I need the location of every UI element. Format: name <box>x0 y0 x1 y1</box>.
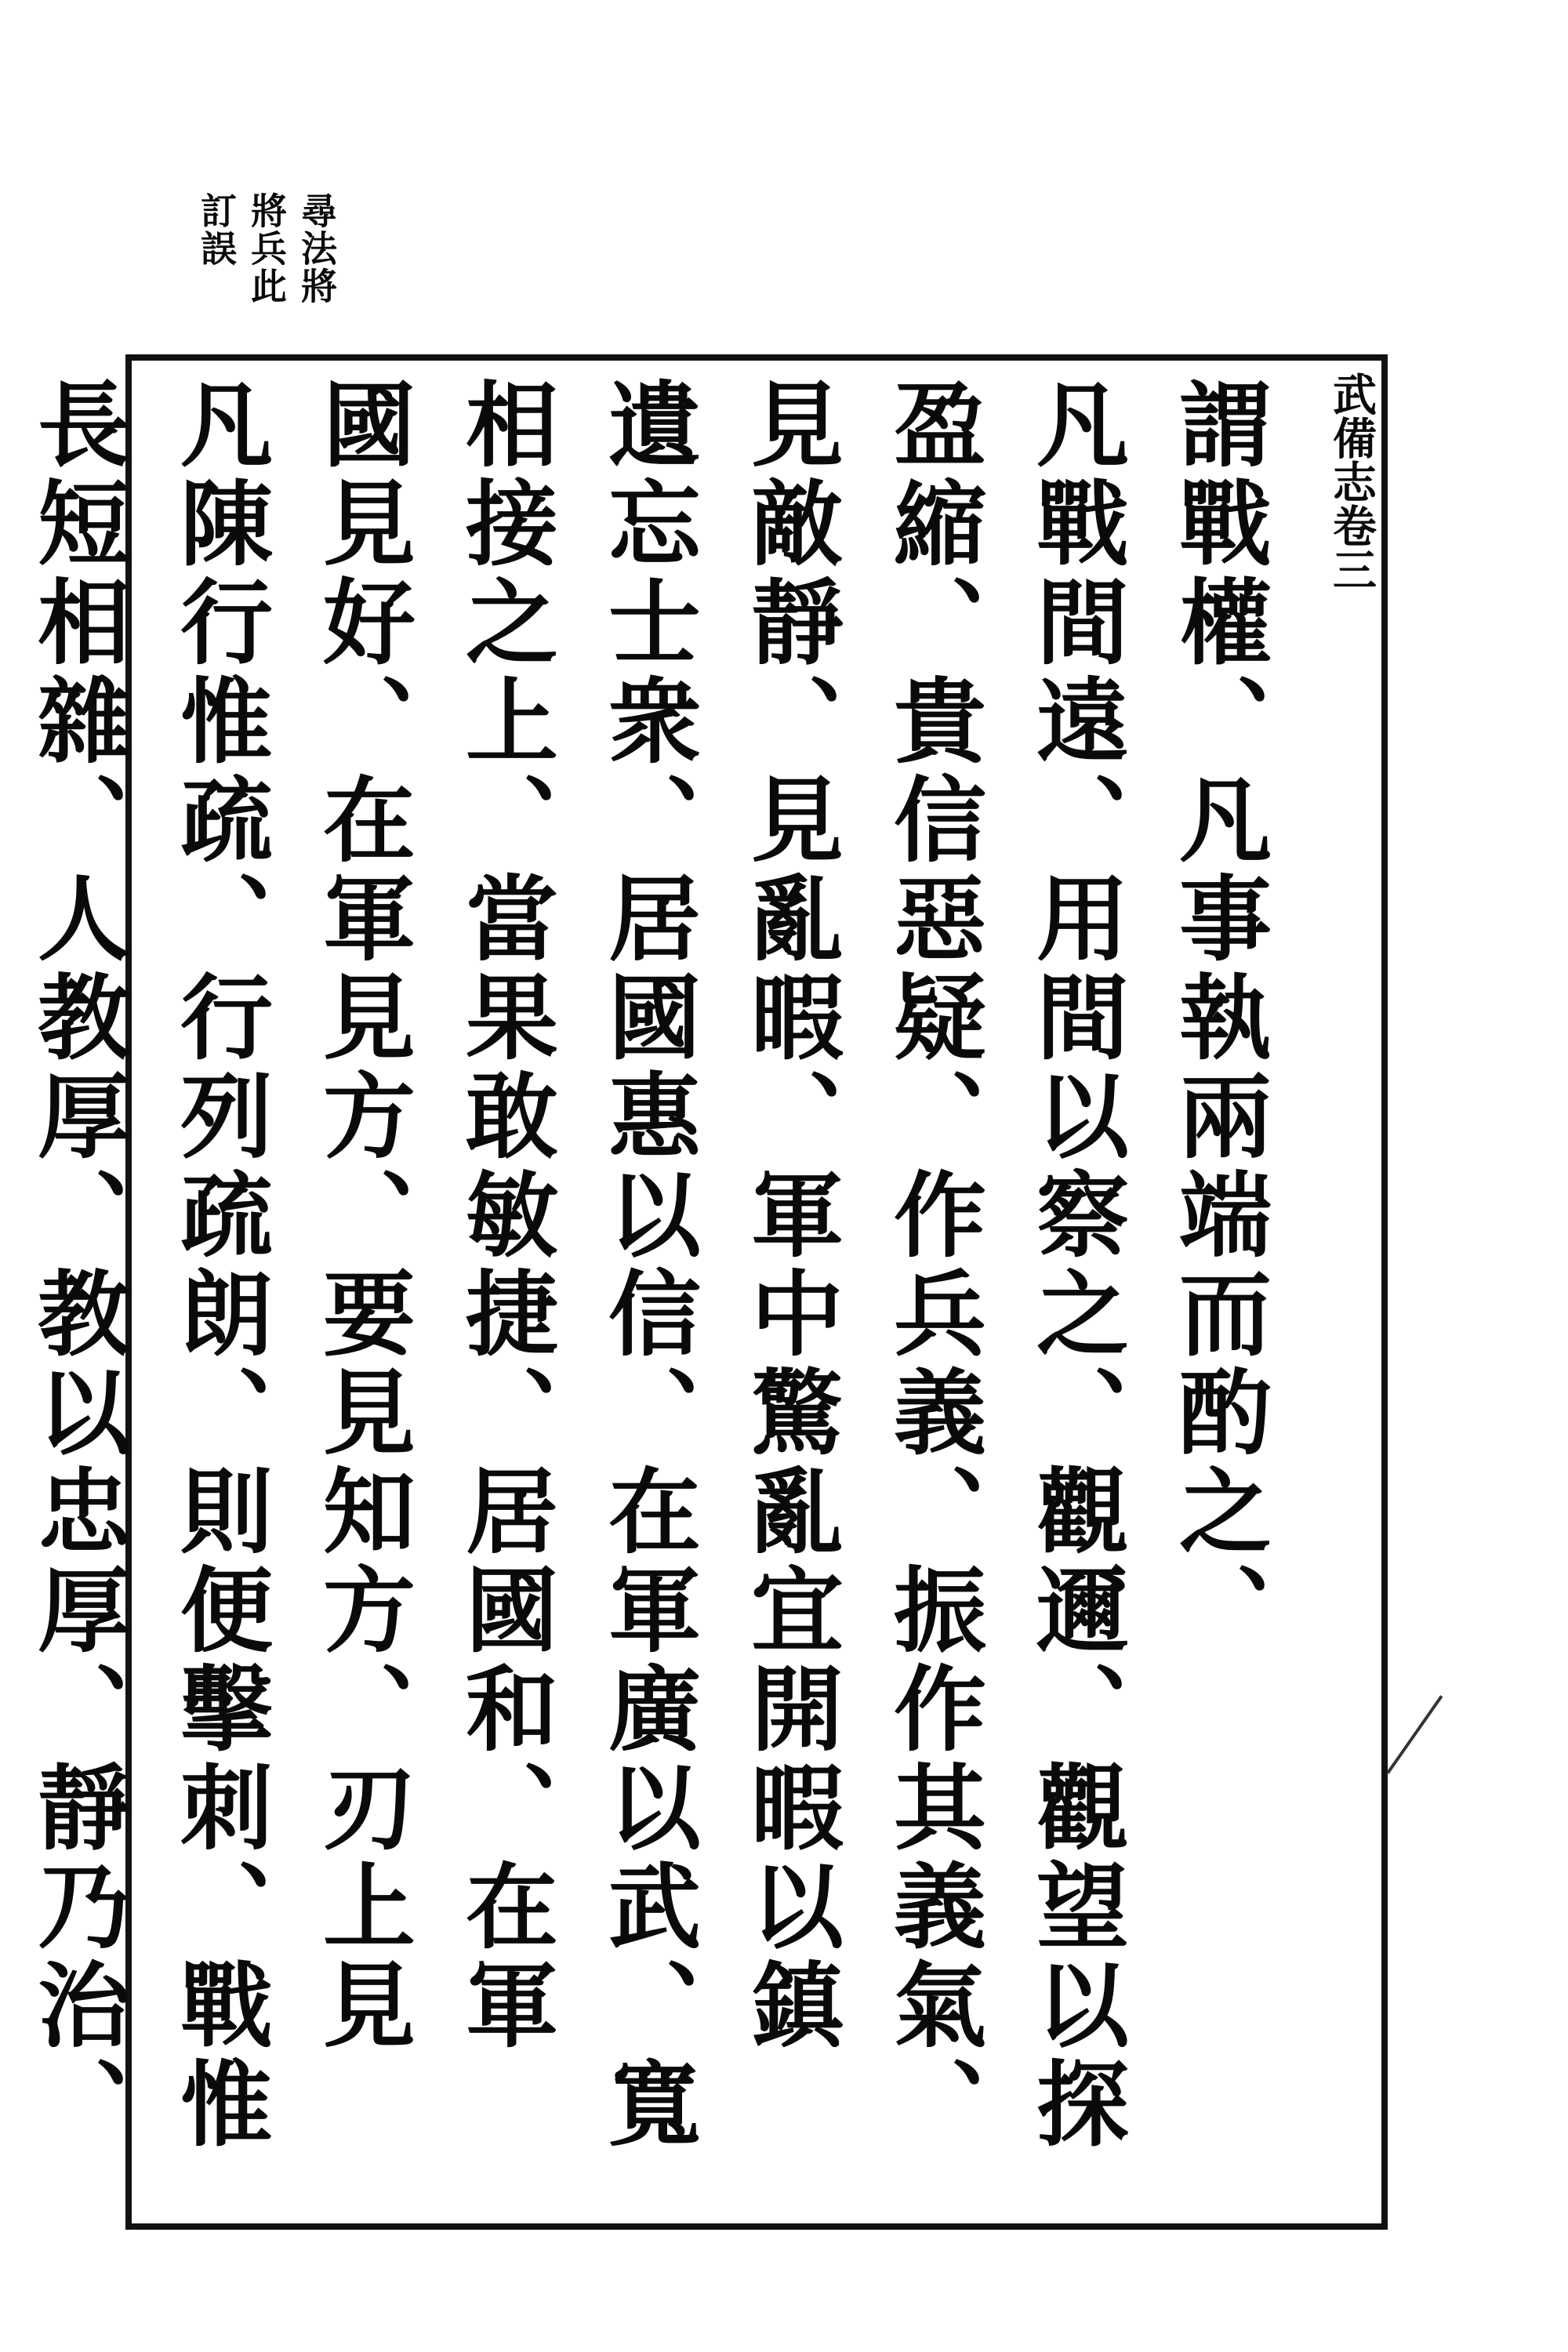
marginal-notes <box>196 192 337 305</box>
text-column: 凡陳行惟疏、行列疏朗、則便擊刺、戰惟 <box>165 376 274 2154</box>
text-column: 見敵靜、見亂暇、軍中驚亂宜開暇以鎮 <box>735 376 844 2056</box>
marginal-note: 將兵此 <box>245 192 288 305</box>
text-columns <box>0 376 1289 2211</box>
text-column: 相接之上、當果敢敏捷、居國和、在軍 <box>450 376 559 2056</box>
text-frame <box>22 354 1388 2230</box>
text-column: 凡戰間遠、用間以察之、觀邇、觀望以探 <box>1021 376 1130 2154</box>
marginal-note: 訂誤 <box>195 192 238 267</box>
text-column: 謂戰權、凡事執兩端而酌之、 <box>1163 376 1272 1661</box>
text-column: 遺忘士衆、居國惠以信、在軍廣以武、寬 <box>593 376 702 2154</box>
volume-title: 武備志卷三 <box>1326 372 1377 591</box>
text-column: 盈縮、貴信惡疑、作兵義、振作其義氣、 <box>878 376 987 2154</box>
text-column: 國見好、在軍見方、要見知方、刃上見 <box>307 376 416 2056</box>
marginal-note: 尋法將 <box>296 192 338 305</box>
margin-stroke <box>1386 1695 1459 1786</box>
text-column: 長短相雜、人教厚、教以忠厚、靜乃治、 <box>22 376 131 2154</box>
